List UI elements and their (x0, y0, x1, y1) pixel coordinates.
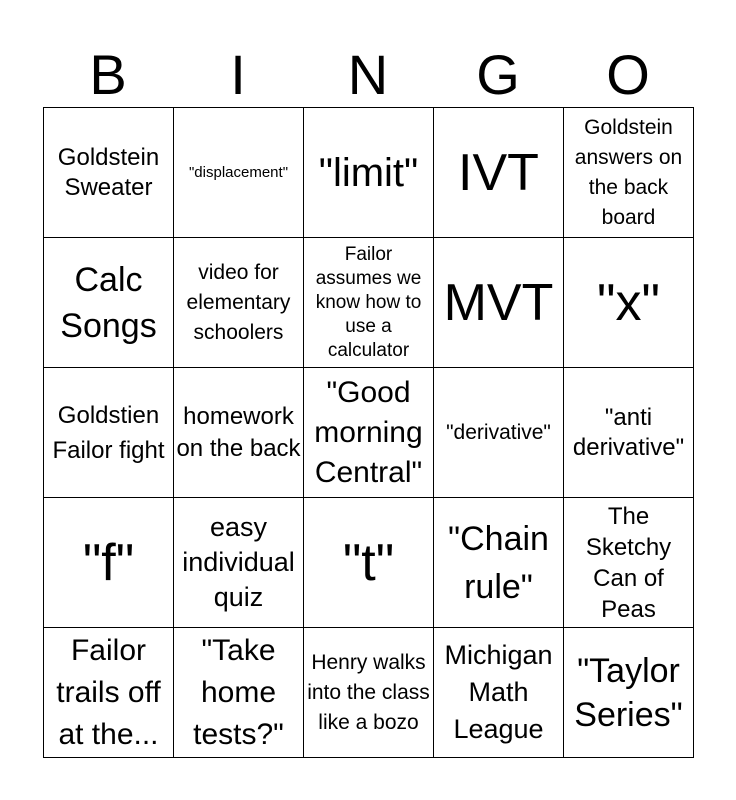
cell-label: Calc Songs (60, 260, 157, 345)
bingo-header (43, 42, 693, 108)
bingo-cell[interactable] (174, 368, 304, 498)
header-letter-o: O (606, 43, 650, 106)
header-letter-n: N (347, 43, 389, 106)
bingo-cell[interactable] (174, 238, 304, 368)
bingo-cell[interactable] (304, 368, 434, 498)
bingo-grid (43, 107, 694, 758)
bingo-cell[interactable] (434, 238, 564, 368)
bingo-cell[interactable] (434, 108, 564, 238)
cell-label: "Chain rule" (448, 519, 549, 606)
bingo-cell[interactable] (174, 628, 304, 758)
bingo-cell[interactable] (44, 108, 174, 238)
cell-label: "f" (82, 533, 135, 592)
bingo-cell[interactable] (304, 498, 434, 628)
cell-label: IVT (458, 143, 539, 202)
cell-label: "anti derivative" (572, 403, 685, 461)
cell-label: The Sketchy Can of Peas (585, 502, 672, 623)
bingo-cell[interactable] (174, 498, 304, 628)
bingo-cell[interactable] (304, 108, 434, 238)
cell-label: "Good morning Central" (314, 375, 423, 489)
cell-label: homework on the back (176, 402, 301, 462)
cell-label: "displacement" (188, 163, 289, 181)
header-letter-i: I (230, 43, 246, 106)
cell-label: Henry walks into the class like a bozo (307, 650, 430, 734)
bingo-cell[interactable] (434, 628, 564, 758)
bingo-cell[interactable] (434, 368, 564, 498)
cell-label: easy individual quiz (182, 512, 295, 612)
cell-label: "Taylor Series" (574, 651, 683, 734)
bingo-cell[interactable] (304, 628, 434, 758)
cell-label: "Take home tests?" (193, 633, 284, 751)
bingo-cell[interactable] (564, 498, 694, 628)
bingo-cell[interactable] (564, 108, 694, 238)
bingo-cell[interactable] (564, 238, 694, 368)
cell-label: "derivative" (446, 420, 551, 444)
bingo-cell[interactable] (44, 238, 174, 368)
bingo-cell[interactable] (44, 368, 174, 498)
bingo-cell[interactable] (564, 628, 694, 758)
bingo-cell[interactable] (44, 498, 174, 628)
cell-label: "x" (597, 273, 660, 332)
cell-label: Failor trails off at the... (56, 633, 161, 751)
cell-label: Michigan Math League (444, 640, 553, 744)
header-letter-b: B (89, 43, 127, 106)
bingo-cell[interactable] (174, 108, 304, 238)
bingo-cell[interactable] (434, 498, 564, 628)
bingo-cell[interactable] (564, 368, 694, 498)
header-letter-g: G (476, 43, 520, 106)
cell-label: "limit" (318, 150, 419, 195)
cell-label: MVT (443, 273, 554, 332)
cell-label: Goldstein Sweater (57, 143, 160, 201)
bingo-cell[interactable] (44, 628, 174, 758)
bingo-cell[interactable] (304, 238, 434, 368)
cell-label: video for elementary schoolers (186, 260, 291, 344)
cell-label: Goldstien Failor fight (52, 401, 165, 464)
cell-label: Failor assumes we know how to use a calculator (315, 243, 422, 361)
cell-label: Goldstein answers on the back board (574, 115, 683, 229)
cell-label: "t" (342, 533, 395, 592)
